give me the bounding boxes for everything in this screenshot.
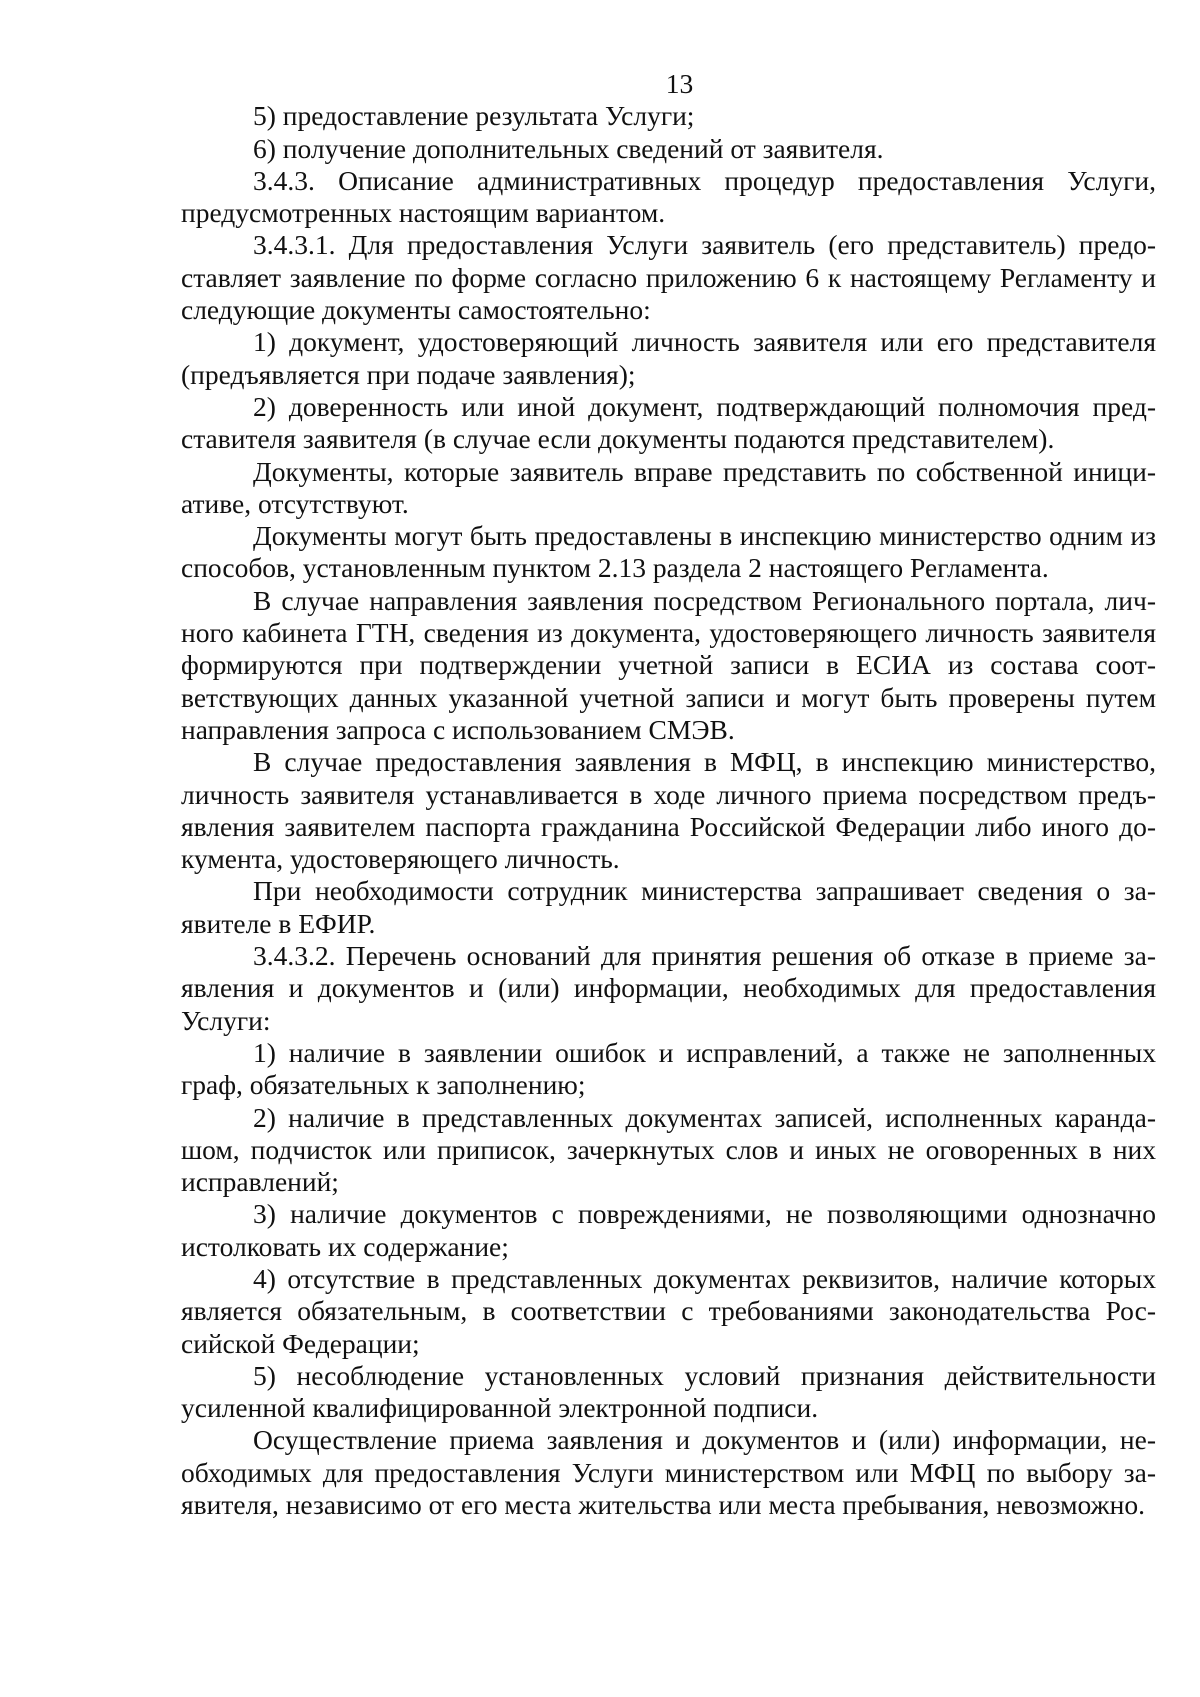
paragraph-item-6: 6) получение дополнительных сведений от заявителя. <box>253 132 884 164</box>
paragraph-refusal-4: 4) отсутствие в представленных документах реквизитов, наличие которых является обязательным, в соответствии с требованиями законодательства Российской Федерации; <box>181 1262 1156 1359</box>
paragraph-efir: При необходимости сотрудник министерства запрашивает сведения о заявителе в ЕФИР. <box>181 875 1156 939</box>
paragraph-section-3-4-3: 3.4.3. Описание административных процедур предоставления Услуги, предусмотренных настоящим вариантом. <box>181 164 1156 229</box>
paragraph-submission-methods: Документы могут быть предоставлены в инспекцию министерство одним из способов, установленным пунктом 2.13 раздела 2 настоящего Регламента. <box>181 520 1156 584</box>
paragraph-refusal-3: 3) наличие документов с повреждениями, не позволяющими однозначно истолковать их содержание; <box>181 1198 1156 1262</box>
paragraph-refusal-5: 5) несоблюдение установленных условий признания действительности усиленной квалифицированной электронной подписи. <box>181 1359 1156 1424</box>
document-page <box>181 68 1156 1521</box>
paragraph-refusal-1: 1) наличие в заявлении ошибок и исправлений, а также не заполненных граф, обязательных к заполнению; <box>181 1036 1156 1101</box>
paragraph-mfc: В случае предоставления заявления в МФЦ, в инспекцию министерство, личность заявителя устанавливается в ходе личного приема посредством предъявления заявителем паспорта гражданина Российской Федерации либо иного документа, удостоверяющего личность. <box>181 746 1156 875</box>
paragraph-section-3-4-3-1: 3.4.3.1. Для предоставления Услуги заявитель (его представитель) предоставляет заявление по форме согласно приложению 6 к настоящему Регламенту и следующие документы самостоятельно: <box>181 229 1156 326</box>
paragraph-optional-documents: Документы, которые заявитель вправе представить по собственной инициативе, отсутствуют. <box>181 455 1156 519</box>
paragraph-section-3-4-3-2: 3.4.3.2. Перечень оснований для принятия решения об отказе в приеме заявления и документов и (или) информации, необходимых для предоставления Услуги: <box>181 940 1156 1036</box>
page-number: 13 <box>665 68 694 99</box>
paragraph-regional-portal: В случае направления заявления посредством Регионального портала, личного кабинета ГТН, сведения из документа, удостоверяющего личность заявителя формируются при подтверждении учетной записи в ЕСИА из состава соответствующих данных указанной учетной записи и могут быть проверены путем направления запроса с использованием СМЭВ. <box>181 584 1156 745</box>
paragraph-document-2: 2) доверенность или иной документ, подтверждающий полномочия представителя заявителя (в случае если документы подаются представителем). <box>181 390 1156 455</box>
paragraph-refusal-2: 2) наличие в представленных документах записей, исполненных карандашом, подчисток или приписок, зачеркнутых слов и иных не оговоренных в них исправлений; <box>181 1101 1156 1198</box>
paragraph-document-1: 1) документ, удостоверяющий личность заявителя или его представителя (предъявляется при подаче заявления); <box>181 326 1156 390</box>
paragraph-extraterritorial: Осуществление приема заявления и документов и (или) информации, необходимых для предоставления Услуги министерством или МФЦ по выбору заявителя, независимо от его места жительства или места пребывания, невозможно. <box>181 1424 1156 1521</box>
paragraph-item-5: 5) предоставление результата Услуги; <box>253 100 695 132</box>
